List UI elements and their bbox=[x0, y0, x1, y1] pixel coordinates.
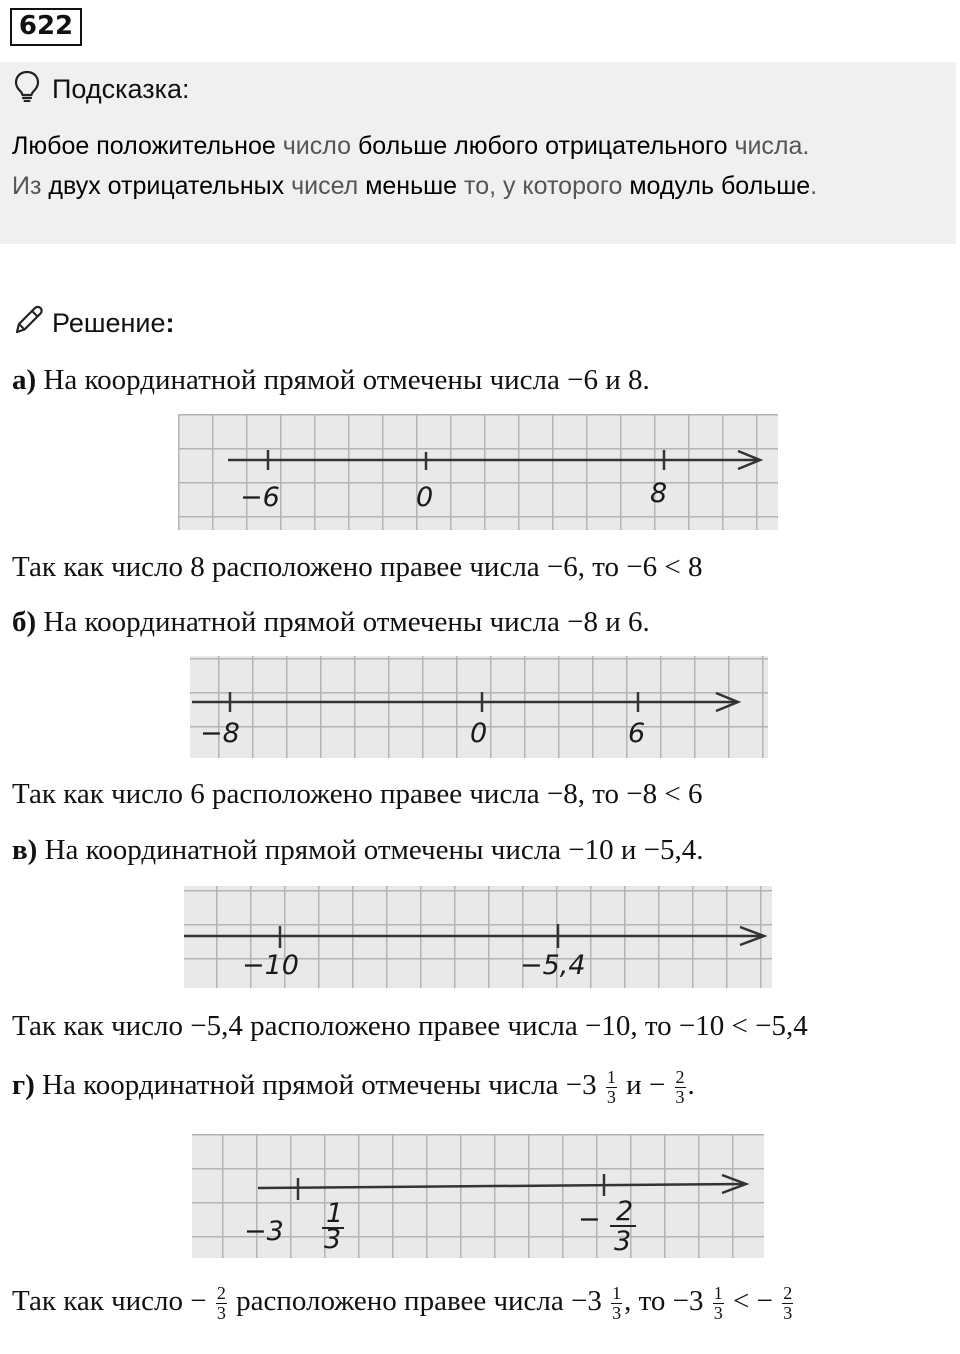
part-g-statement-pre: На координатной прямой отмечены числа −3 bbox=[34, 1069, 597, 1102]
part-a-label: а) bbox=[12, 364, 37, 396]
hint-l2-p2: двух отрицательных bbox=[48, 172, 285, 200]
mark-g-1-den: 3 bbox=[324, 1224, 342, 1255]
part-g-conclusion-mid1: расположено правее числа −3 bbox=[228, 1285, 602, 1318]
mark-b-3: 6 bbox=[628, 718, 646, 749]
hint-l2-p1: Из bbox=[12, 172, 49, 200]
fraction-two-thirds bbox=[675, 1068, 686, 1107]
part-a-statement bbox=[12, 364, 650, 397]
number-line-b bbox=[190, 656, 768, 758]
hint-l1-p1: Любое положительное bbox=[12, 132, 276, 160]
part-b-label: б) bbox=[12, 606, 37, 638]
hint-l2-p4: меньше bbox=[365, 172, 458, 200]
mark-v-1: −10 bbox=[242, 950, 299, 981]
part-a-conclusion: Так как число 8 расположено правее числа −6, то −6 < 8 bbox=[12, 551, 703, 583]
pencil-icon bbox=[12, 303, 46, 344]
part-b-conclusion: Так как число 6 расположено правее числа −8, то −8 < 6 bbox=[12, 778, 703, 810]
part-v-label: в) bbox=[12, 834, 38, 866]
part-g-conclusion-mid3: < − bbox=[725, 1285, 774, 1318]
mark-v-2: −5,4 bbox=[520, 950, 586, 981]
hint-l2-p5: то, у которого bbox=[457, 172, 630, 200]
hint-line-1 bbox=[12, 132, 809, 161]
hint-l2-p3: чисел bbox=[284, 172, 366, 200]
solution-title-word: Решение bbox=[52, 307, 166, 338]
part-g-statement bbox=[12, 1068, 695, 1107]
mark-g-1-num: 1 bbox=[326, 1198, 344, 1229]
hint-l2-p7: . bbox=[810, 172, 818, 200]
number-line-v bbox=[184, 886, 772, 988]
frac-num: 1 bbox=[713, 1283, 723, 1303]
task-number: 622 bbox=[10, 8, 82, 46]
axis-g bbox=[258, 1184, 744, 1188]
frac-den: 3 bbox=[675, 1087, 685, 1107]
mark-b-2: 0 bbox=[470, 718, 488, 749]
fraction-one-third bbox=[611, 1284, 622, 1323]
frac-num: 2 bbox=[783, 1283, 793, 1303]
mark-g-2-prefix: − bbox=[578, 1204, 601, 1235]
frac-den: 3 bbox=[713, 1303, 723, 1323]
mark-a-1: −6 bbox=[240, 482, 280, 513]
hint-title-text: Подсказка: bbox=[52, 73, 190, 104]
solution-title bbox=[12, 302, 175, 344]
number-line-a bbox=[178, 414, 778, 530]
frac-den: 3 bbox=[216, 1303, 226, 1323]
fraction-two-thirds bbox=[782, 1284, 793, 1323]
mark-b-1: −8 bbox=[200, 718, 240, 749]
part-g-conclusion bbox=[12, 1284, 795, 1323]
hint-line-2 bbox=[12, 172, 817, 201]
number-line-g bbox=[192, 1134, 764, 1258]
part-g-conclusion-pre: Так как число − bbox=[12, 1285, 207, 1318]
part-g-label: г) bbox=[12, 1069, 35, 1102]
part-g-statement-end: . bbox=[687, 1069, 695, 1102]
part-b-statement-text: На координатной прямой отмечены числа −8 и 6. bbox=[36, 606, 650, 638]
part-v-statement bbox=[12, 834, 704, 867]
mark-g-2-num: 2 bbox=[616, 1196, 634, 1227]
fraction-one-third bbox=[606, 1068, 617, 1107]
part-g-statement-mid: и − bbox=[618, 1069, 666, 1102]
hint-l1-p3: больше любого отрицательного bbox=[357, 132, 728, 160]
fraction-one-third bbox=[713, 1284, 724, 1323]
lightbulb-icon bbox=[14, 70, 40, 109]
mark-g-1-prefix: −3 bbox=[244, 1216, 284, 1247]
hint-l1-p2: число bbox=[275, 132, 358, 160]
part-v-conclusion: Так как число −5,4 расположено правее числа −10, то −10 < −5,4 bbox=[12, 1010, 808, 1042]
frac-num: 1 bbox=[612, 1283, 622, 1303]
frac-num: 2 bbox=[216, 1283, 226, 1303]
solution-title-colon: : bbox=[165, 307, 175, 338]
frac-num: 2 bbox=[675, 1067, 685, 1087]
solution-title-text bbox=[52, 308, 175, 339]
part-a-statement-text: На координатной прямой отмечены числа −6 и 8. bbox=[36, 364, 650, 396]
mark-g-2-den: 3 bbox=[614, 1226, 632, 1257]
frac-num: 1 bbox=[606, 1067, 616, 1087]
frac-den: 3 bbox=[783, 1303, 793, 1323]
mark-a-2: 0 bbox=[416, 482, 434, 513]
fraction-two-thirds bbox=[216, 1284, 227, 1323]
mark-a-3: 8 bbox=[650, 478, 668, 509]
part-b-statement bbox=[12, 606, 650, 639]
hint-l2-p6: модуль больше bbox=[629, 172, 811, 200]
part-v-statement-text: На координатной прямой отмечены числа −10 и −5,4. bbox=[37, 834, 704, 866]
hint-l1-p4: числа. bbox=[727, 132, 810, 160]
hint-title bbox=[14, 68, 190, 110]
frac-den: 3 bbox=[606, 1087, 616, 1107]
part-g-conclusion-mid2: , то −3 bbox=[624, 1285, 704, 1318]
frac-den: 3 bbox=[612, 1303, 622, 1323]
